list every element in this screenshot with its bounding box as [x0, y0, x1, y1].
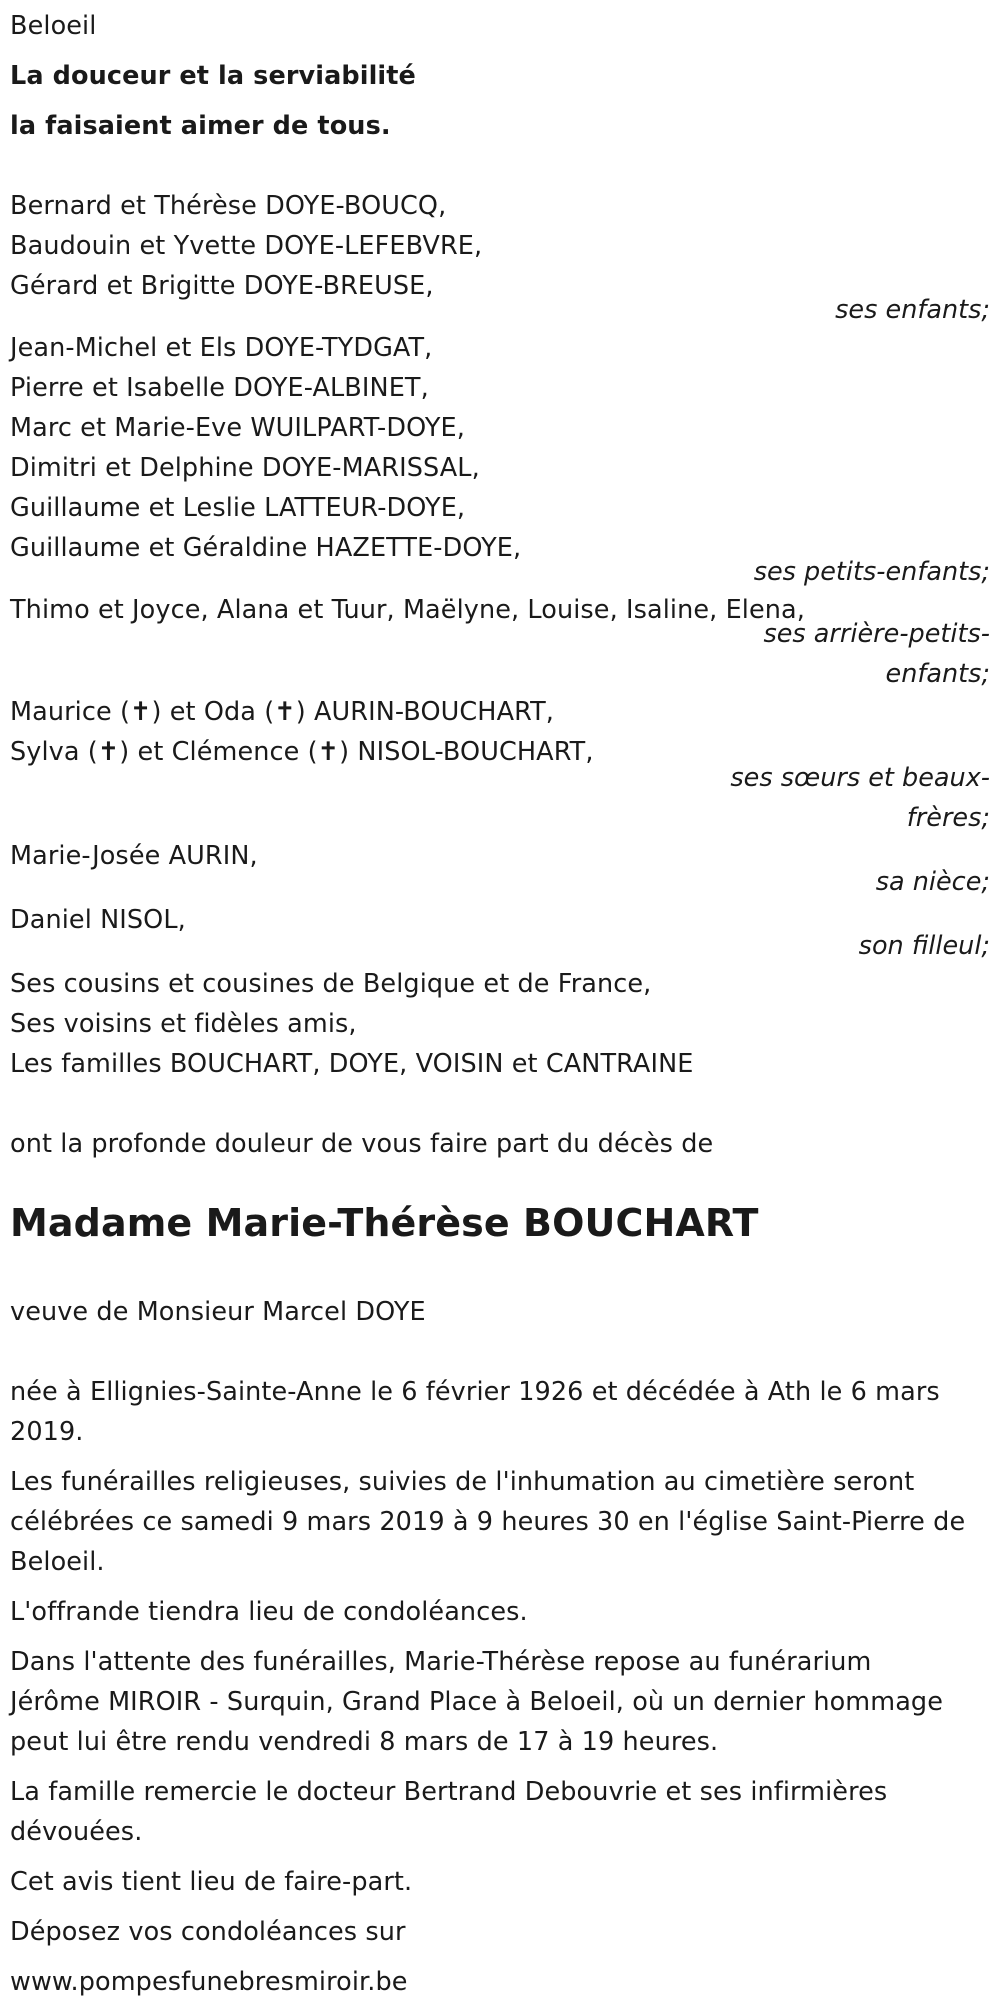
quote-line-1: La douceur et la serviabilité	[10, 61, 416, 91]
sibling-name: Sylva (✝) et Clémence (✝) NISOL-BOUCHART,	[10, 737, 594, 767]
siblings-role-line-2: frères;	[906, 803, 990, 833]
godson-role: son filleul;	[858, 931, 990, 961]
offering: L'offrande tiendra lieu de condoléances.	[10, 1597, 528, 1627]
condolences-text: Déposez vos condoléances sur	[10, 1917, 406, 1947]
child-name: Baudouin et Yvette DOYE-LEFEBVRE,	[10, 231, 483, 261]
announcement: ont la profonde douleur de vous faire part du décès de	[10, 1129, 714, 1159]
rest-line-3: peut lui être rendu vendredi 8 mars de 17 à 19 heures.	[10, 1727, 719, 1757]
child-name: Gérard et Brigitte DOYE-BREUSE,	[10, 271, 434, 301]
sibling-name: Maurice (✝) et Oda (✝) AURIN-BOUCHART,	[10, 697, 554, 727]
great-grandchildren-names: Thimo et Joyce, Alana et Tuur, Maëlyne, Louise, Isaline, Elena,	[10, 595, 805, 625]
grandchild-name: Marc et Marie-Eve WUILPART-DOYE,	[10, 413, 465, 443]
birth-death-line-2: 2019.	[10, 1417, 84, 1447]
grandchild-name: Guillaume et Leslie LATTEUR-DOYE,	[10, 493, 466, 523]
niece-name: Marie-Josée AURIN,	[10, 841, 258, 871]
grandchild-name: Dimitri et Delphine DOYE-MARISSAL,	[10, 453, 480, 483]
niece-role: sa nièce;	[875, 867, 990, 897]
widow-of: veuve de Monsieur Marcel DOYE	[10, 1297, 426, 1327]
grandchildren-role: ses petits-enfants;	[753, 557, 990, 587]
children-role: ses enfants;	[835, 295, 990, 325]
funeral-line-1: Les funérailles religieuses, suivies de l'inhumation au cimetière seront	[10, 1467, 915, 1497]
funeral-line-2: célébrées ce samedi 9 mars 2019 à 9 heures 30 en l'église Saint-Pierre de	[10, 1507, 966, 1537]
website-link[interactable]: www.pompesfunebresmiroir.be	[10, 1967, 408, 1997]
rest-line-2: Jérôme MIROIR - Surquin, Grand Place à Beloeil, où un dernier hommage	[10, 1687, 943, 1717]
child-name: Bernard et Thérèse DOYE-BOUCQ,	[10, 191, 447, 221]
godson-name: Daniel NISOL,	[10, 905, 186, 935]
others-line: Ses cousins et cousines de Belgique et de France,	[10, 969, 652, 999]
siblings-role-line-1: ses sœurs et beaux-	[730, 763, 990, 793]
notice: Cet avis tient lieu de faire-part.	[10, 1867, 413, 1897]
quote-line-2: la faisaient aimer de tous.	[10, 111, 391, 141]
grandchild-name: Guillaume et Géraldine HAZETTE-DOYE,	[10, 533, 522, 563]
funeral-line-3: Beloeil.	[10, 1547, 105, 1577]
others-line: Ses voisins et fidèles amis,	[10, 1009, 357, 1039]
location: Beloeil	[10, 11, 97, 41]
thanks-line-1: La famille remercie le docteur Bertrand Debouvrie et ses infirmières	[10, 1777, 888, 1807]
others-line: Les familles BOUCHART, DOYE, VOISIN et CANTRAINE	[10, 1049, 694, 1079]
birth-death-line-1: née à Ellignies-Sainte-Anne le 6 février 1926 et décédée à Ath le 6 mars	[10, 1377, 940, 1407]
great-grandchildren-role-line-1: ses arrière-petits-	[763, 619, 990, 649]
great-grandchildren-role-line-2: enfants;	[885, 659, 990, 689]
deceased-name: Madame Marie-Thérèse BOUCHART	[10, 1201, 759, 1245]
thanks-line-2: dévouées.	[10, 1817, 143, 1847]
rest-line-1: Dans l'attente des funérailles, Marie-Thérèse repose au funérarium	[10, 1647, 872, 1677]
grandchild-name: Pierre et Isabelle DOYE-ALBINET,	[10, 373, 429, 403]
grandchild-name: Jean-Michel et Els DOYE-TYDGAT,	[10, 333, 433, 363]
